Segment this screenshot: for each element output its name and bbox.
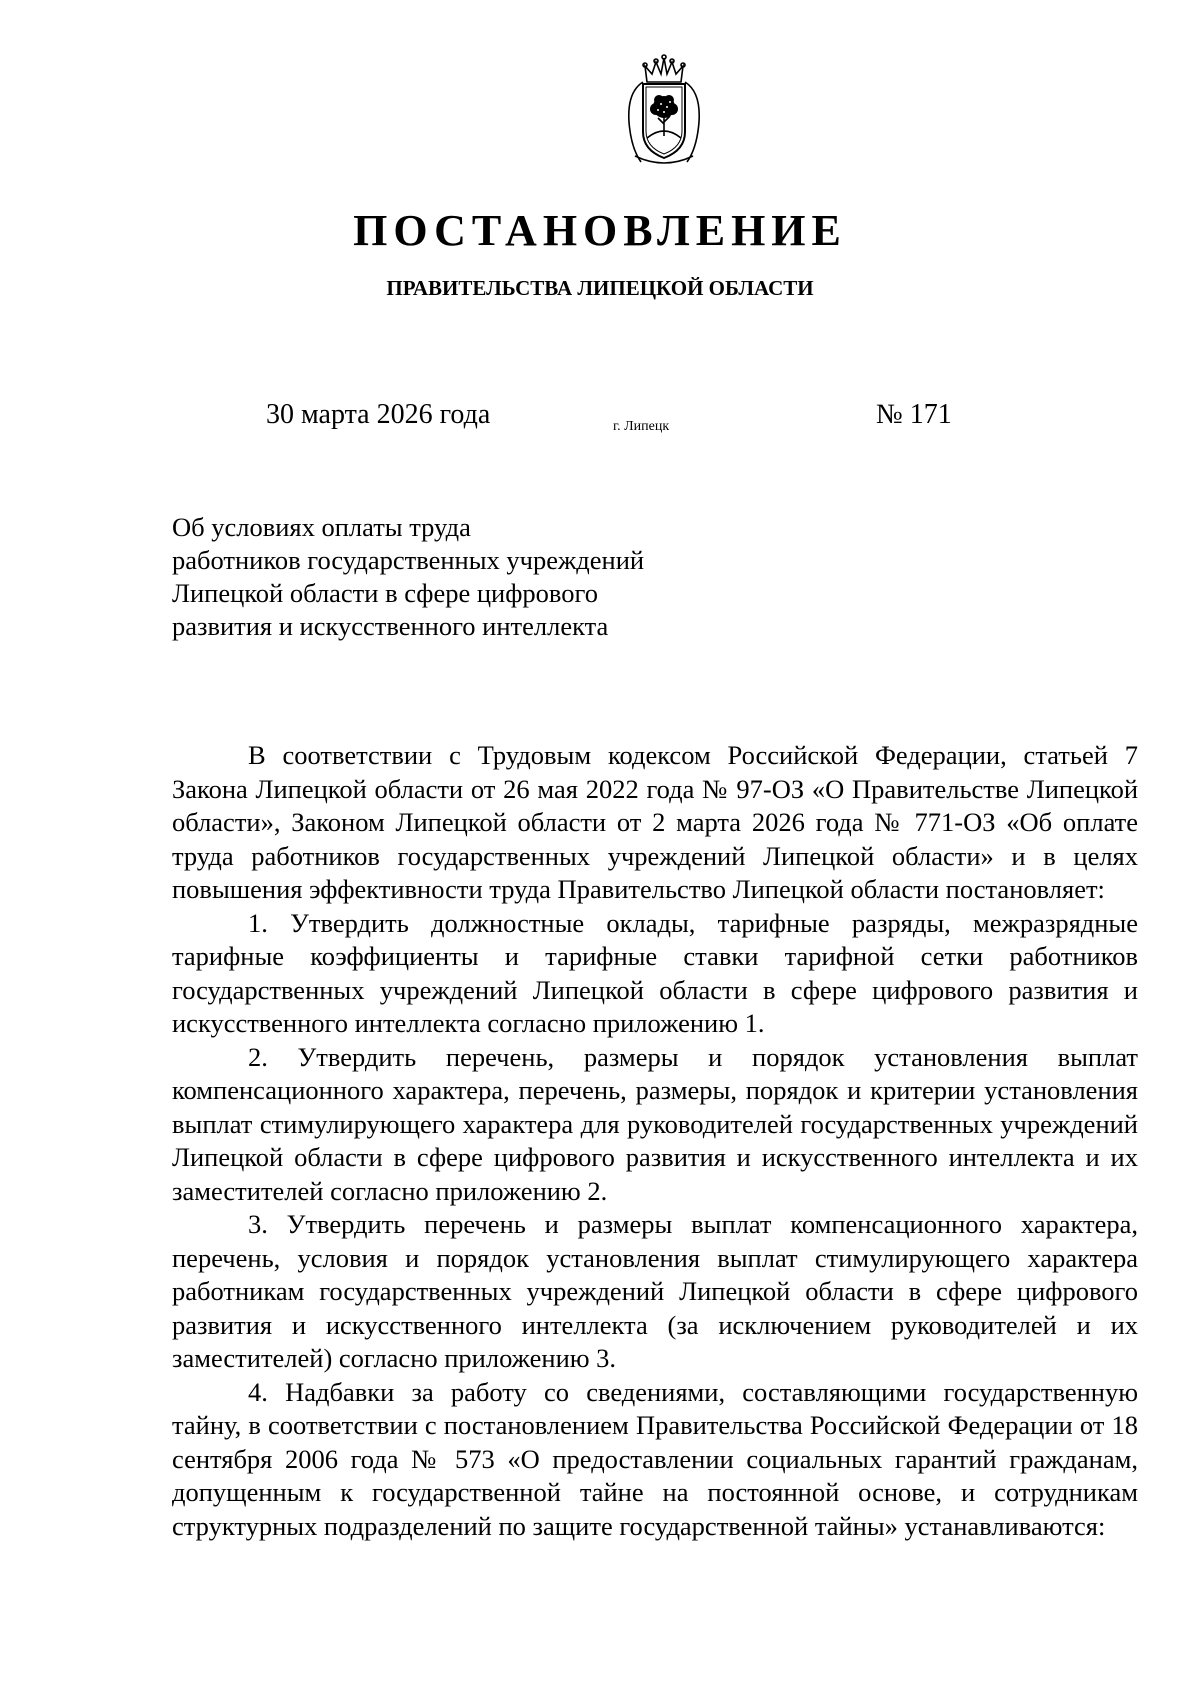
clause-paragraph: 1. Утвердить должностные оклады, тарифные разряды, межразрядные тарифные коэффициенты и тарифные ставки тарифной сетки работников государственных учреждений Липецкой области в сфере цифрового развития и искусственного интеллекта согласно приложению 1. bbox=[172, 907, 1138, 1038]
document-subject-heading bbox=[172, 511, 732, 643]
document-city: г. Липецк bbox=[613, 419, 670, 434]
heading-line: развития и искусственного интеллекта bbox=[172, 611, 609, 641]
clause-paragraph: 2. Утвердить перечень, размеры и порядок установления выплат компенсационного характера, перечень, размеры, порядок и критерии установления выплат стимулирующего характера для руководителей государственных учреждений Липецкой области в сфере цифрового развития и искусственного интеллекта и их заместителей согласно приложению 2. bbox=[172, 1041, 1138, 1206]
heading-line: Об условиях оплаты труда bbox=[172, 512, 471, 542]
heading-line: работников государственных учреждений bbox=[172, 545, 645, 575]
issuing-authority: ПРАВИТЕЛЬСТВА ЛИПЕЦКОЙ ОБЛАСТИ bbox=[386, 276, 814, 300]
heading-line: Липецкой области в сфере цифрового bbox=[172, 578, 598, 608]
preamble-paragraph: В соответствии с Трудовым кодексом Российской Федерации, статьей 7 Закона Липецкой области от 26 мая 2022 года № 97-ОЗ «О Правительстве Липецкой области», Законом Липецкой области от 2 марта 2026 года № 771-ОЗ «Об оплате труда работников государственных учреждений Липецкой области» и в целях повышения эффективности труда Правительство Липецкой области постановляет: bbox=[172, 740, 1138, 904]
document-date: 30 марта 2026 года bbox=[266, 399, 491, 430]
clause-paragraph: 3. Утвердить перечень и размеры выплат компенсационного характера, перечень, условия и порядок установления выплат стимулирующего характера работникам государственных учреждений Липецкой области в сфере цифрового развития и искусственного интеллекта (за исключением руководителей и их заместителей) согласно приложению 3. bbox=[172, 1209, 1138, 1373]
document-number: № 171 bbox=[876, 399, 952, 430]
document-body bbox=[172, 739, 1138, 1543]
document-title: ПОСТАНОВЛЕНИЕ bbox=[353, 206, 847, 255]
clause-paragraph: 4. Надбавки за работу со сведениями, составляющими государственную тайну, в соответствии с постановлением Правительства Российской Федерации от 18 сентября 2006 года № 573 «О предоставлении социальных гарантий гражданам, допущенным к государственной тайне на постоянной основе, и сотрудникам структурных подразделений по защите государственной тайны» устанавливаются: bbox=[172, 1376, 1138, 1541]
coat-of-arms-emblem bbox=[621, 52, 707, 170]
